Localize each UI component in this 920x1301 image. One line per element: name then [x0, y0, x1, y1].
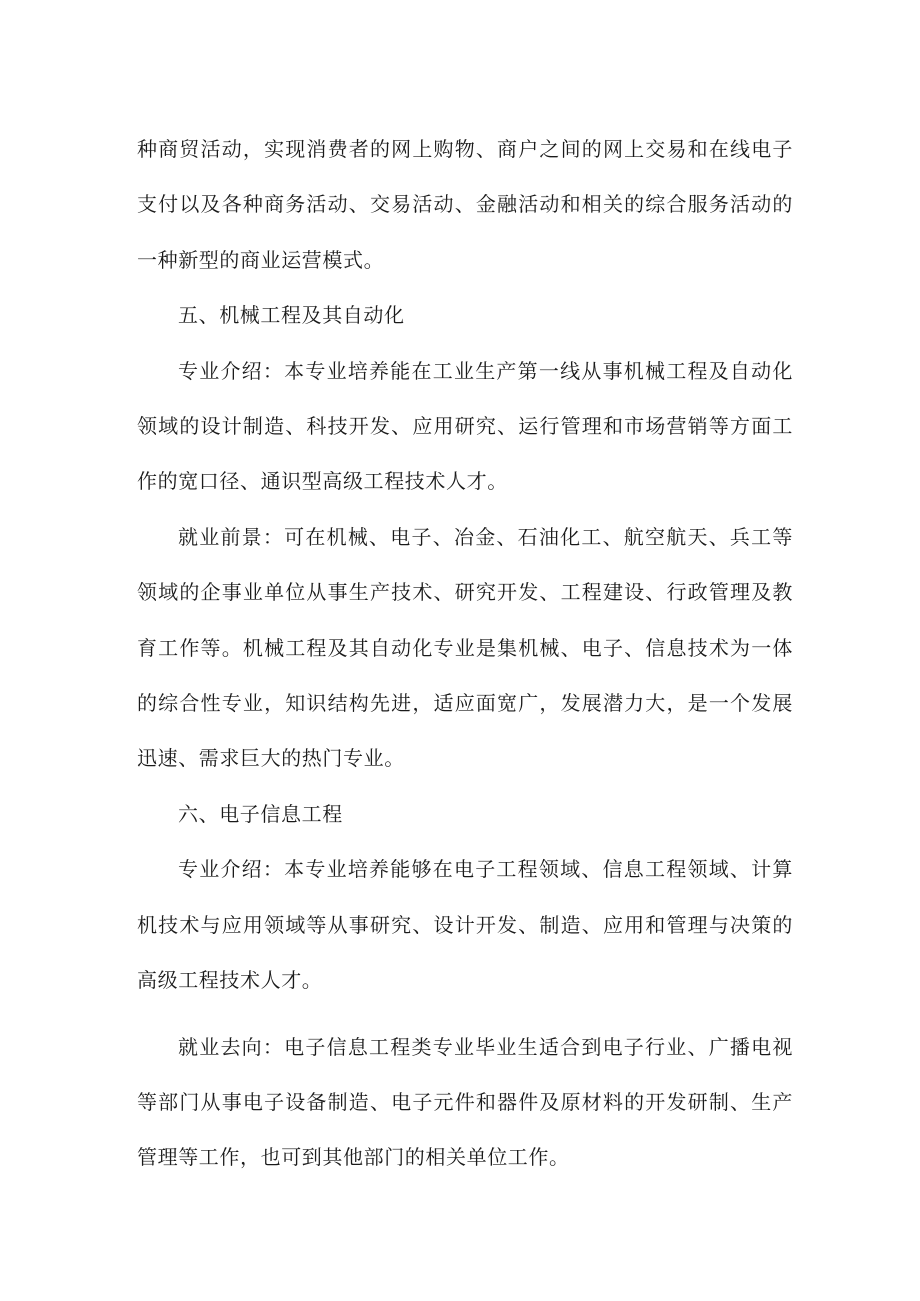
section-heading-mechanical-engineering: 五、机械工程及其自动化: [178, 303, 405, 328]
document-page: [137, 122, 793, 1186]
paragraph-mechanical-intro: 专业介绍：本专业培养能在工业生产第一线从事机械工程及自动化领域的设计制造、科技开发、应用研究、运行管理和市场营销等方面工作的宽口径、通识型高级工程技术人才。: [137, 358, 793, 494]
paragraph-continuation: 种商贸活动，实现消费者的网上购物、商户之间的网上交易和在线电子支付以及各种商务活动、交易活动、金融活动和相关的综合服务活动的一种新型的商业运营模式。: [137, 137, 793, 272]
paragraph-electronic-career: 就业去向：电子信息工程类专业毕业生适合到电子行业、广播电视等部门从事电子设备制造、电子元件和器件及原材料的开发研制、生产管理等工作，也可到其他部门的相关单位工作。: [137, 1034, 793, 1170]
section-heading-electronic-information-engineering: 六、电子信息工程: [178, 801, 343, 826]
paragraph-mechanical-prospects: 就业前景：可在机械、电子、冶金、石油化工、航空航天、兵工等领域的企事业单位从事生产技术、研究开发、工程建设、行政管理及教育工作等。机械工程及其自动化专业是集机械、电子、信息技术为一体的综合性专业，知识结构先进，适应面宽广，发展潜力大，是一个发展迅速、需求巨大的热门专业。: [137, 524, 793, 771]
paragraph-electronic-intro: 专业介绍：本专业培养能够在电子工程领域、信息工程领域、计算机技术与应用领域等从事研究、设计开发、制造、应用和管理与决策的高级工程技术人才。: [137, 857, 793, 993]
